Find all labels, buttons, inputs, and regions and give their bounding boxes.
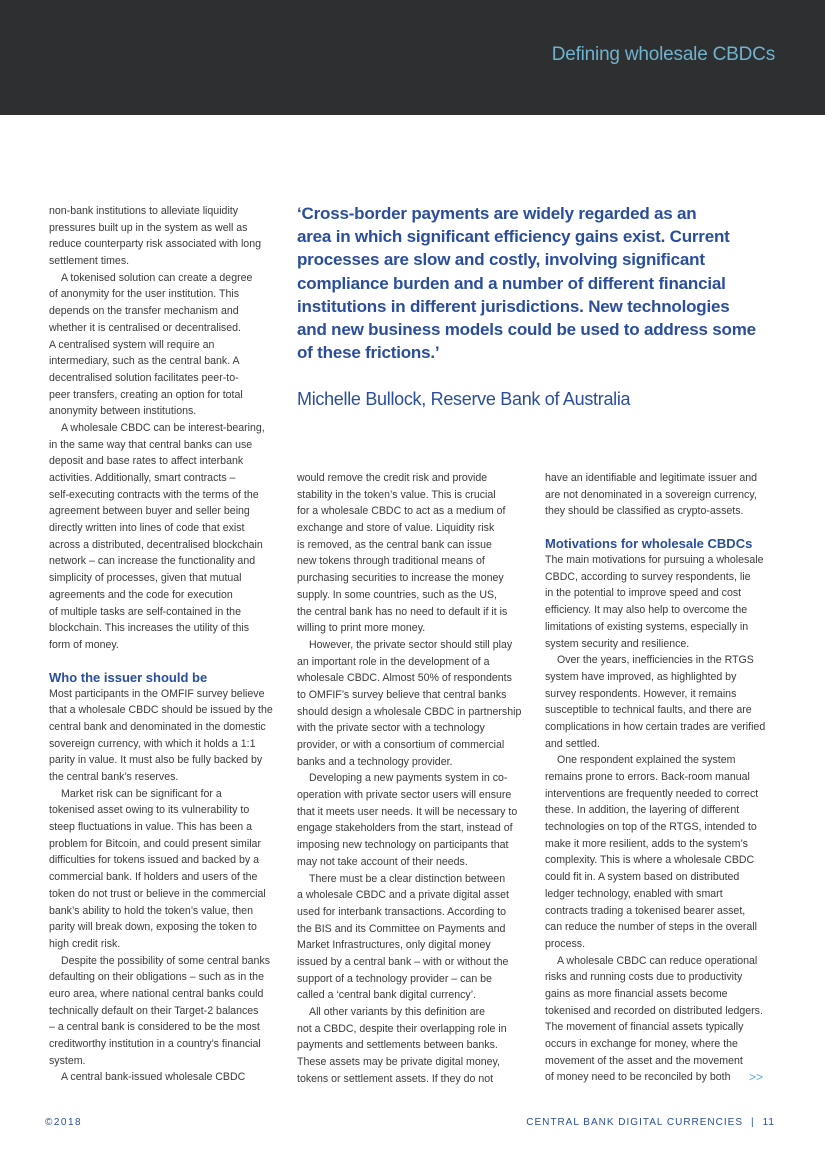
text-line: Most participants in the OMFIF survey believe xyxy=(49,687,265,700)
text-line: stability in the token’s value. This is crucial xyxy=(297,488,496,501)
text-line: called a ‘central bank digital currency’. xyxy=(297,989,477,1002)
text-line: process. xyxy=(545,937,586,950)
text-line: movement of the asset and the movement xyxy=(545,1054,743,1067)
text-line: can reduce the number of steps in the overall xyxy=(545,921,757,934)
text-line: Market Infrastructures, only digital money xyxy=(297,939,491,952)
text-line: have an identifiable and legitimate issuer and xyxy=(545,472,758,484)
text-line: agreements and the code for execution xyxy=(49,588,233,601)
text-line: form of money. xyxy=(49,638,119,651)
text-line: remains prone to errors. Back-room manual xyxy=(545,771,750,783)
text-line: the BIS and its Committee on Payments and xyxy=(297,922,506,935)
text-line: risks and running costs due to productivity xyxy=(545,971,743,984)
text-line: The movement of financial assets typically xyxy=(545,1021,744,1034)
text-line: A wholesale CBDC can reduce operational xyxy=(557,954,758,967)
paragraph xyxy=(49,270,284,420)
footer-separator: | xyxy=(751,1117,755,1128)
paragraph xyxy=(545,652,780,752)
paragraph xyxy=(545,953,780,1087)
text-line: efficiency. It may also help to overcome the xyxy=(545,604,748,617)
text-line: that a wholesale CBDC should be issued by the xyxy=(49,704,273,717)
quote-line: area in which significant efficiency gains exist. Current xyxy=(297,227,730,247)
text-line: survey respondents. However, it remains xyxy=(545,687,737,700)
text-line: to OMFIF’s survey believe that central banks xyxy=(297,688,507,701)
text-line: susceptible to technical faults, and there are xyxy=(545,704,752,717)
text-line: depends on the transfer mechanism and xyxy=(49,305,239,318)
text-line: whether it is centralised or decentralised. xyxy=(49,321,241,334)
text-line: complexity. This is where a wholesale CBDC xyxy=(545,854,755,867)
text-line: the central bank’s reserves. xyxy=(49,771,179,783)
text-line: system security and resilience. xyxy=(545,637,690,650)
paragraph xyxy=(297,637,532,771)
text-line: commercial bank. If holders and users of the xyxy=(49,871,258,884)
text-line: intermediary, such as the central bank. A xyxy=(49,355,240,368)
text-line: not a CBDC, despite their overlapping role in xyxy=(297,1022,507,1035)
text-line: these. In addition, the layering of different xyxy=(545,804,740,817)
text-line: creditworthy institution in a country’s financial xyxy=(49,1038,261,1050)
section-heading: Motivations for wholesale CBDCs xyxy=(545,536,753,552)
text-line: a wholesale CBDC and a private digital asset xyxy=(297,889,509,902)
paragraph xyxy=(49,786,284,953)
text-line: they should be classified as crypto-assets. xyxy=(545,505,744,518)
text-line: for a wholesale CBDC to act as a medium of xyxy=(297,505,506,518)
text-line: issued by a central bank – with or without the xyxy=(297,955,509,968)
text-line: banks and a technology provider. xyxy=(297,755,453,768)
quote-line: processes are slow and costly, involving significant xyxy=(297,250,705,270)
text-line: make it more resilient, adds to the system’s xyxy=(545,837,748,850)
paragraph xyxy=(545,752,780,952)
text-line: willing to print more money. xyxy=(297,622,426,635)
text-line: decentralised solution facilitates peer-to- xyxy=(49,371,239,384)
text-line: limitations of existing systems, especially in xyxy=(545,620,749,633)
text-line: CBDC, according to survey respondents, lie xyxy=(545,570,751,583)
quote-line: institutions in different jurisdictions. New technologies xyxy=(297,296,730,316)
text-line: tokens or settlement assets. If they do not xyxy=(297,1072,494,1085)
text-line: bank’s ability to hold the token’s value, then xyxy=(49,904,253,917)
text-line: parity in value. It must also be fully backed by xyxy=(49,754,263,767)
paragraph xyxy=(297,470,532,637)
text-line: provider, or with a consortium of commercial xyxy=(297,739,505,751)
text-line: would remove the credit risk and provide xyxy=(297,472,488,484)
paragraph xyxy=(49,686,284,786)
text-line: is removed, as the central bank can issue xyxy=(297,538,492,551)
text-line: reduce counterparty risk associated with long xyxy=(49,238,261,251)
text-line: non-bank institutions to alleviate liquidity xyxy=(49,205,239,217)
text-line: steep fluctuations in value. This has been a xyxy=(49,821,252,834)
text-line: blockchain. This increases the utility of this xyxy=(49,622,250,635)
text-line: network – can increase the functionality and xyxy=(49,555,256,568)
text-line: operation with private sector users will ensure xyxy=(297,789,512,802)
text-line: of money need to be reconciled by both xyxy=(545,1071,731,1084)
text-line: parity will break down, exposing the token to xyxy=(49,921,257,934)
text-line: system have improved, as highlighted by xyxy=(545,670,737,683)
text-line: directly written into lines of code that exist xyxy=(49,522,245,535)
paragraph xyxy=(49,1069,284,1086)
text-line: are not denominated in a sovereign currency, xyxy=(545,488,757,501)
text-line: Market risk can be significant for a xyxy=(61,787,222,800)
text-line: supply. In some countries, such as the US, xyxy=(297,588,498,601)
paragraph xyxy=(297,770,532,870)
text-line: agreement between buyer and seller being xyxy=(49,505,250,518)
paragraph xyxy=(297,1004,532,1087)
text-line: with the private sector with a technology xyxy=(297,722,485,735)
text-line: purchasing securities to increase the money xyxy=(297,572,504,585)
text-line: high credit risk. xyxy=(49,937,121,950)
text-line: – a central bank is considered to be the most xyxy=(49,1021,260,1034)
footer-copyright: ©2018 xyxy=(45,1117,83,1128)
text-line: A central bank-issued wholesale CBDC xyxy=(61,1071,246,1084)
text-line: Over the years, inefficiencies in the RTGS xyxy=(557,654,754,667)
text-line: There must be a clear distinction between xyxy=(309,872,506,885)
text-line: self-executing contracts with the terms of the xyxy=(49,488,259,501)
text-line: activities. Additionally, smart contracts – xyxy=(49,472,236,484)
text-line: occurs in exchange for money, where the xyxy=(545,1038,738,1050)
paragraph xyxy=(297,871,532,1005)
text-line: central bank and denominated in the domestic xyxy=(49,720,266,733)
text-line: of anonymity for the user institution. This xyxy=(49,288,239,301)
text-line: interventions are frequently needed to correct xyxy=(545,787,759,800)
text-line: should design a wholesale CBDC in partnership xyxy=(297,705,522,718)
text-line: engage stakeholders from the start, instead of xyxy=(297,822,513,835)
text-column-1 xyxy=(49,203,284,1086)
text-line: defaulting on their obligations – such as in the xyxy=(49,971,264,984)
text-line: gains as more financial assets become xyxy=(545,987,728,1000)
text-line: and settled. xyxy=(545,737,600,750)
pull-quote xyxy=(297,202,787,364)
text-line: that it meets user needs. It will be necessary to xyxy=(297,805,518,818)
text-line: tokenised and recorded on distributed ledgers. xyxy=(545,1004,763,1017)
text-line: However, the private sector should still play xyxy=(309,638,513,651)
quote-line: compliance burden and a number of different financial xyxy=(297,273,726,293)
text-line: the central bank has no need to default if it is xyxy=(297,605,508,618)
paragraph xyxy=(49,953,284,1070)
text-line: wholesale CBDC. Almost 50% of respondents xyxy=(297,672,512,685)
text-line: difficulties for tokens issued and backed by a xyxy=(49,854,260,867)
text-line: technically default on their Target-2 balances xyxy=(49,1004,259,1017)
text-line: Developing a new payments system in co- xyxy=(309,772,508,785)
text-line: payments and settlements between banks. xyxy=(297,1039,498,1052)
text-line: tokenised asset owing to its vulnerability to xyxy=(49,804,250,817)
text-line: These assets may be private digital money, xyxy=(297,1056,500,1069)
paragraph xyxy=(545,552,780,652)
text-line: an important role in the development of a xyxy=(297,655,490,668)
text-line: The main motivations for pursuing a wholesale xyxy=(545,554,764,567)
text-column-2 xyxy=(297,470,532,1087)
text-line: All other variants by this definition are xyxy=(309,1006,486,1018)
text-line: in the same way that central banks can use xyxy=(49,438,253,451)
text-line: problem for Bitcoin, and could present similar xyxy=(49,837,261,850)
section-heading: Who the issuer should be xyxy=(49,669,208,685)
text-line: A wholesale CBDC can be interest-bearing, xyxy=(61,421,265,434)
quote-line: and new business models could be used to address some xyxy=(297,320,756,340)
section-title: Defining wholesale CBDCs xyxy=(551,44,775,65)
text-line: contracts trading a tokenised bearer asset, xyxy=(545,904,746,917)
text-line: complications in how certain trades are verified xyxy=(545,720,766,733)
text-line: system. xyxy=(49,1054,86,1067)
text-line: A tokenised solution can create a degree xyxy=(61,271,253,284)
text-line: peer transfers, creating an option for total xyxy=(49,388,243,401)
text-line: A centralised system will require an xyxy=(49,338,215,351)
text-line: support of a technology provider – can be xyxy=(297,972,492,985)
text-line: of multiple tasks are self-contained in the xyxy=(49,605,241,618)
page-number: 11 xyxy=(762,1117,775,1128)
quote-line: ‘Cross-border payments are widely regarded as an xyxy=(297,204,697,223)
text-line: could fit in. A system based on distributed xyxy=(545,871,740,884)
page-header-band xyxy=(0,0,825,115)
text-column-3 xyxy=(545,470,780,1086)
text-line: euro area, where national central banks could xyxy=(49,987,264,1000)
publication-name: CENTRAL BANK DIGITAL CURRENCIES xyxy=(526,1117,743,1128)
quote-line: of these frictions.’ xyxy=(297,343,440,363)
text-line: One respondent explained the system xyxy=(557,754,736,767)
paragraph xyxy=(49,203,284,270)
text-line: ledger technology, enabled with smart xyxy=(545,887,723,900)
text-line: exchange and store of value. Liquidity risk xyxy=(297,522,495,535)
text-line: pressures built up in the system as well as xyxy=(49,221,248,234)
text-line: used for interbank transactions. According to xyxy=(297,905,507,918)
text-line: token do not trust or believe in the commercial xyxy=(49,887,266,900)
text-line: in the potential to improve speed and cost xyxy=(545,587,742,600)
text-line: deposit and base rates to affect interbank xyxy=(49,455,244,468)
text-line: Despite the possibility of some central banks xyxy=(61,954,271,967)
paragraph xyxy=(49,420,284,654)
text-line: simplicity of processes, given that mutual xyxy=(49,572,242,585)
paragraph xyxy=(545,470,780,520)
text-line: settlement times. xyxy=(49,255,130,268)
text-line: may not take account of their needs. xyxy=(297,855,468,868)
text-line: sovereign currency, with which it holds a 1:1 xyxy=(49,737,256,750)
text-line: anonymity between institutions. xyxy=(49,405,197,418)
continue-arrow: >> xyxy=(749,1070,764,1084)
text-line: imposing new technology on participants that xyxy=(297,839,509,852)
quote-attribution: Michelle Bullock, Reserve Bank of Australia xyxy=(297,389,631,409)
footer-publication xyxy=(526,1117,775,1128)
text-line: technologies on top of the RTGS, intended to xyxy=(545,821,757,834)
text-line: new tokens through traditional means of xyxy=(297,555,485,568)
text-line: across a distributed, decentralised blockchain xyxy=(49,538,263,551)
